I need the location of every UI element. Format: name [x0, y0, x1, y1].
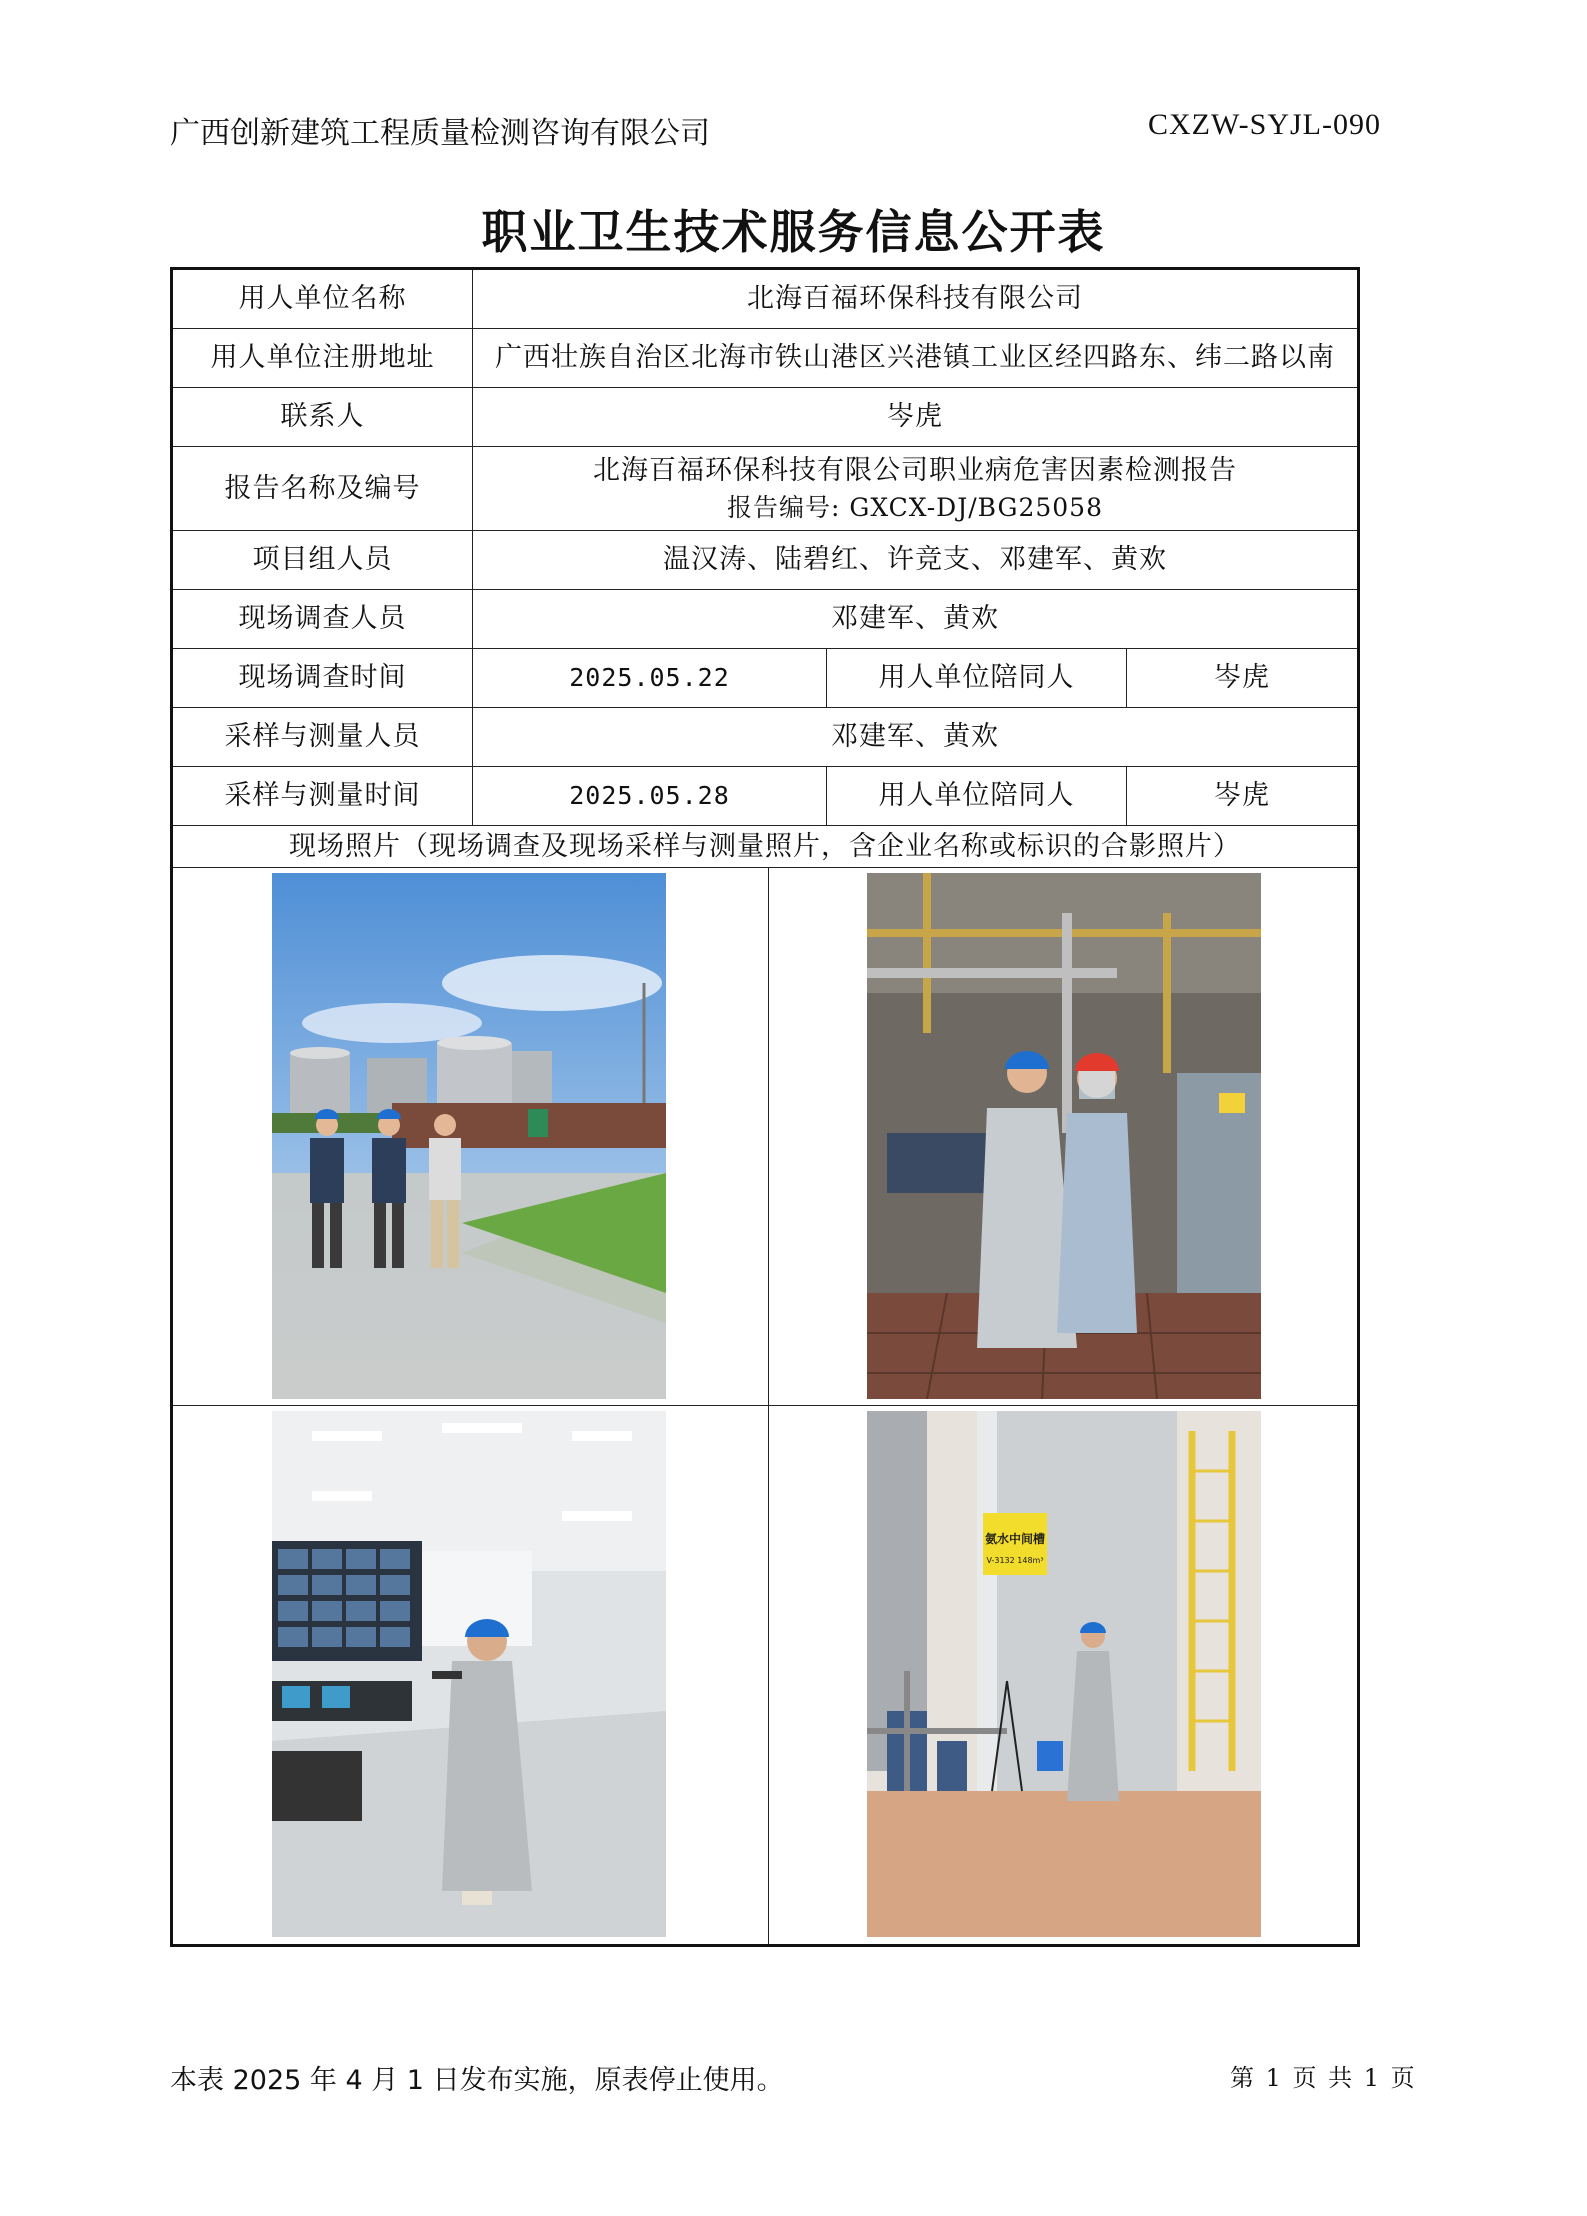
info-table: [170, 267, 1360, 1947]
table-row: [173, 329, 1357, 388]
table-row: [173, 590, 1357, 649]
photo-tank-sampling: [867, 1411, 1261, 1937]
company-header: 广西创新建筑工程质量检测咨询有限公司: [170, 116, 710, 151]
table-row: [173, 270, 1357, 329]
survey-companion-label: 用人单位陪同人: [827, 649, 1127, 707]
photo-workshop-survey: [867, 873, 1261, 1399]
report-value: [473, 447, 1357, 530]
contact-value: 岑虎: [887, 401, 943, 433]
page-number: 第 1 页 共 1 页: [1230, 2064, 1417, 2092]
survey-time-label: 现场调查时间: [173, 649, 473, 707]
photo-control-room: [272, 1411, 666, 1937]
team-label: 项目组人员: [173, 531, 473, 589]
photo-cell: [173, 1406, 769, 1944]
page-title: 职业卫生技术服务信息公开表: [481, 205, 1106, 259]
table-row: [173, 649, 1357, 708]
tank-sub-text: V-3132 148m³: [986, 1556, 1044, 1565]
footer-note: 本表 2025 年 4 月 1 日发布实施，原表停止使用。: [170, 2065, 784, 2096]
tank-sign-text: 氨水中间槽: [984, 1532, 1046, 1546]
team-value: 温汉涛、陆碧红、许竞支、邓建军、黄欢: [663, 544, 1167, 576]
photo-cell: [769, 1406, 1357, 1944]
report-name: 北海百福环保科技有限公司职业病危害因素检测报告: [593, 454, 1237, 486]
table-row: [173, 826, 1357, 868]
group-photo-at-gate: [272, 873, 666, 1399]
survey-staff-value: 邓建军、黄欢: [831, 603, 999, 635]
sampling-staff-value: 邓建军、黄欢: [831, 721, 999, 753]
address-label: 用人单位注册地址: [173, 329, 473, 387]
survey-companion-value: 岑虎: [1214, 662, 1270, 694]
sampling-time-label: 采样与测量时间: [173, 767, 473, 825]
sampling-staff-label: 采样与测量人员: [173, 708, 473, 766]
report-label: 报告名称及编号: [173, 447, 473, 530]
contact-label: 联系人: [173, 388, 473, 446]
report-number: 报告编号: GXCX-DJ/BG25058: [726, 492, 1103, 522]
employer-name-label: 用人单位名称: [173, 270, 473, 328]
photo-cell: [769, 868, 1357, 1405]
table-row: [173, 388, 1357, 447]
address-value: 广西壮族自治区北海市铁山港区兴港镇工业区经四路东、纬二路以南: [495, 342, 1335, 374]
employer-name-value: 北海百福环保科技有限公司: [747, 283, 1083, 315]
photo-row: [173, 868, 1357, 1406]
table-row: [173, 531, 1357, 590]
table-row: [173, 767, 1357, 826]
photo-cell: [173, 868, 769, 1405]
survey-staff-label: 现场调查人员: [173, 590, 473, 648]
photos-caption: 现场照片（现场调查及现场采样与测量照片，含企业名称或标识的合影照片）: [289, 830, 1241, 862]
table-row: [173, 708, 1357, 767]
document-code: CXZW-SYJL-090: [1148, 108, 1381, 141]
sampling-companion-value: 岑虎: [1214, 780, 1270, 812]
table-row: [173, 447, 1357, 531]
sampling-time-value: 2025.05.28: [473, 767, 827, 825]
survey-time-value: 2025.05.22: [473, 649, 827, 707]
sampling-companion-label: 用人单位陪同人: [827, 767, 1127, 825]
photo-row: [173, 1406, 1357, 1944]
